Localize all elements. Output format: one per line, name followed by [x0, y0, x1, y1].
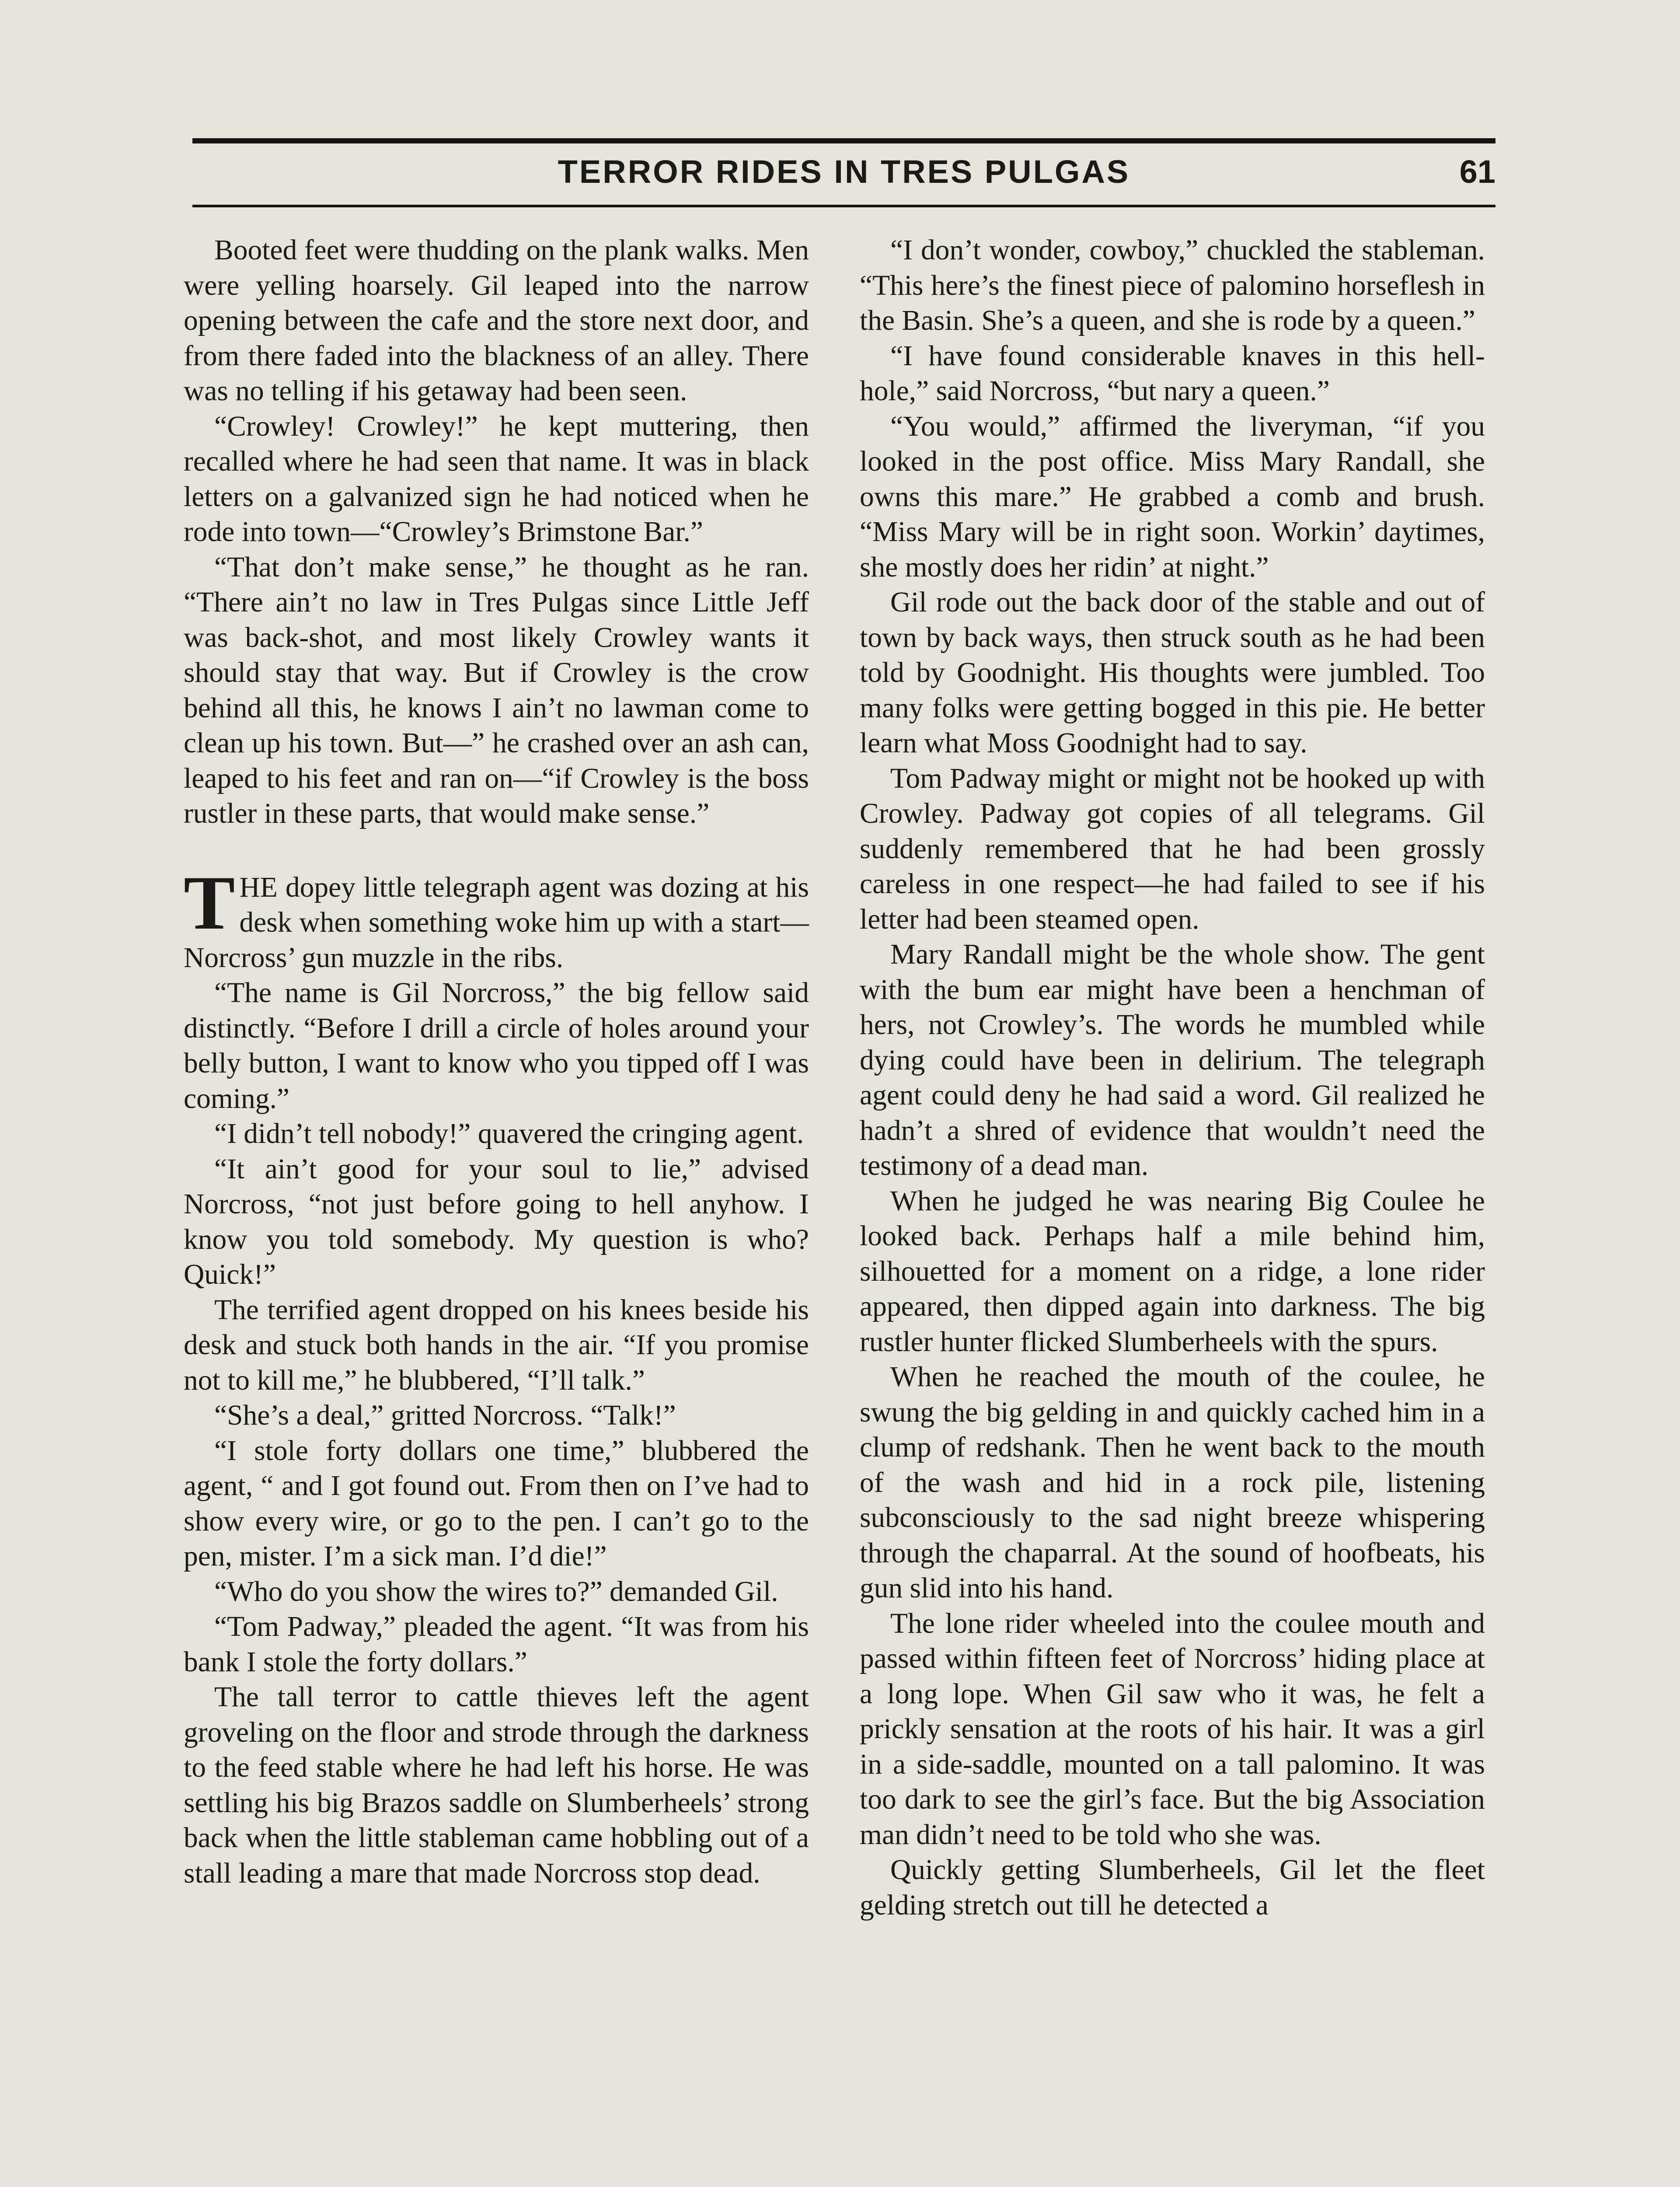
header-top-rule: [192, 138, 1495, 143]
paragraph: “I stole forty dollars one time,” blubbered the agent, “ and I got found out. From then on I’ve had to show every wire, or go to the pen. I can’t go to the pen, mister. I’m a sick man. I’d die!”: [184, 1435, 809, 1572]
section-opening-text: HE dopey little telegraph agent was dozing at his desk when something woke him up with a start—Norcross’ gun muzzle in the ribs.: [184, 871, 809, 974]
paragraph: Gil rode out the back door of the stable and out of town by back ways, then struck south as he had been told by Goodnight. His thoughts were jumbled. Too many folks were getting bogged in this pie. He better learn what Moss Goodnight had to say.: [860, 587, 1485, 759]
paragraph: “I don’t wonder, cowboy,” chuckled the stableman. “This here’s the finest piece of palomino horseflesh in the Basin. She’s a queen, and she is rode by a queen.”: [860, 234, 1485, 336]
paragraph: “Who do you show the wires to?” demanded Gil.: [214, 1576, 778, 1607]
paragraph: Quickly getting Slumberheels, Gil let the fleet gelding stretch out till he detected a: [860, 1854, 1485, 1921]
paragraph: The lone rider wheeled into the coulee mouth and passed within fifteen feet of Norcross’ hiding place at a long lope. When Gil saw who it was, he felt a prickly sensation at the roots of his hair. It was a girl in a side-saddle, mounted on a tall palomino. It was too dark to see the girl’s face. But the big Association man didn’t need to be told who she was.: [860, 1607, 1485, 1851]
paragraph: “Crowley! Crowley!” he kept muttering, then recalled where he had seen that name. It was in black letters on a galvanized sign he had noticed when he rode into town—“Crowley’s Brimstone Bar.”: [184, 410, 809, 548]
paragraph: “It ain’t good for your soul to lie,” advised Norcross, “not just before going to hell anyhow. I know you told somebody. My question is who? Quick!”: [184, 1153, 809, 1290]
paragraph: The terrified agent dropped on his knees beside his desk and stuck both hands in the air. “If you promise not to kill me,” he blubbered, “I’ll talk.”: [184, 1294, 809, 1396]
paragraph: “I didn’t tell nobody!” quavered the cringing agent.: [214, 1118, 804, 1149]
paragraph: Tom Padway might or might not be hooked up with Crowley. Padway got copies of all telegrams. Gil suddenly remembered that he had been grossly careless in one respect—he had failed to see if his letter had been steamed open.: [860, 762, 1485, 935]
paragraph: “Tom Padway,” pleaded the agent. “It was from his bank I stole the forty dollars.”: [184, 1611, 809, 1678]
paragraph: Booted feet were thudding on the plank walks. Men were yelling hoarsely. Gil leaped into the narrow opening between the cafe and the store next door, and from there faded into the blackness of an alley. There was no telling if his getaway had been seen.: [184, 234, 809, 407]
left-column: [184, 233, 809, 1891]
paragraph: When he reached the mouth of the coulee, he swung the big gelding in and quickly cached him in a clump of redshank. Then he went back to the mouth of the wash and hid in a rock pile, listening subconsciously to the sad night breeze whispering through the chaparral. At the sound of hoofbeats, his gun slid into his hand.: [860, 1361, 1485, 1604]
section-opening-paragraph: [184, 860, 809, 976]
drop-cap: T: [184, 860, 235, 946]
paragraph: “I have found considerable knaves in this hell-hole,” said Norcross, “but nary a queen.”: [860, 340, 1485, 407]
page-number: 61: [1459, 154, 1495, 190]
running-header: [192, 145, 1495, 202]
paragraph: “You would,” affirmed the liveryman, “if you looked in the post office. Miss Mary Randall, she owns this mare.” He grabbed a comb and brush. “Miss Mary will be in right soon. Workin’ daytimes, she mostly does her ridin’ at night.”: [860, 410, 1485, 583]
header-bottom-rule: [192, 205, 1495, 207]
paragraph: “The name is Gil Norcross,” the big fellow said distinctly. “Before I drill a circle of holes around your belly button, I want to know who you tipped off I was coming.”: [184, 977, 809, 1114]
paragraph: “That don’t make sense,” he thought as he ran. “There ain’t no law in Tres Pulgas since Little Jeff was back-shot, and most likely Crowley wants it should stay that way. But if Crowley is the crow behind all this, he knows I ain’t no lawman come to clean up his town. But—” he crashed over an ash can, leaped to his feet and ran on—“if Crowley is the boss rustler in these parts, that would make sense.”: [184, 551, 809, 829]
paragraph: “She’s a deal,” gritted Norcross. “Talk!”: [214, 1400, 676, 1431]
paragraph: The tall terror to cattle thieves left the agent groveling on the floor and strode through the darkness to the feed stable where he had left his horse. He was settling his big Brazos saddle on Slumberheels’ strong back when the little stableman came hobbling out of a stall leading a mare that made Norcross stop dead.: [184, 1681, 809, 1889]
paragraph: Mary Randall might be the whole show. The gent with the bum ear might have been a henchman of hers, not Crowley’s. The words he mumbled while dying could have been in delirium. The telegraph agent could deny he had said a word. Gil realized he hadn’t a shred of evidence that wouldn’t need the testimony of a dead man.: [860, 939, 1485, 1181]
right-column: [860, 233, 1485, 1923]
paragraph: When he judged he was nearing Big Coulee he looked back. Perhaps half a mile behind him, silhouetted for a moment on a ridge, a lone rider appeared, then dipped again into darkness. The big rustler hunter flicked Slumberheels with the spurs.: [860, 1185, 1485, 1358]
running-title: TERROR RIDES IN TRES PULGAS: [558, 154, 1130, 190]
